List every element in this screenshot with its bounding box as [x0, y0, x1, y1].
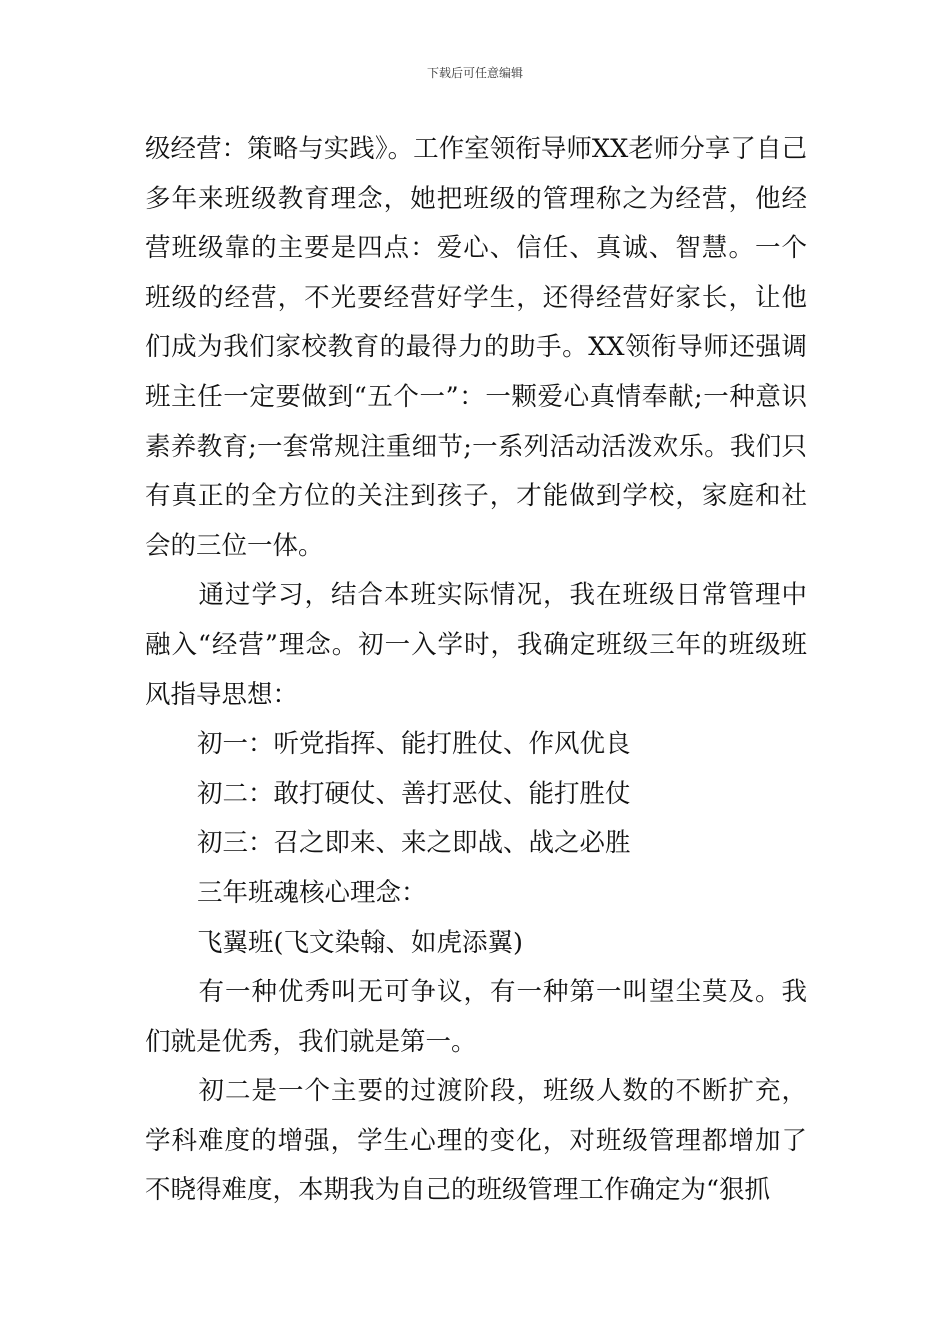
class-name-line: 飞翼班(飞文染翰、如虎添翼) [197, 927, 523, 958]
paragraph-study-summary: 通过学习，结合本班实际情况，我在班级日常管理中融入“经营”理念。初一入学时，我确定班级三年的班级班风指导思想： [145, 580, 807, 710]
guideline-grade-one: 初一：听党指挥、能打胜仗、作风优良 [197, 729, 631, 760]
document-body [145, 125, 807, 1216]
paragraph-class-management: 级经营：策略与实践》。工作室领衔导师XX老师分享了自己多年来班级教育理念，她把班级的管理称之为经营，他经营班级靠的主要是四点：爱心、信任、真诚、智慧。一个班级的经营，不光要经营好学生，还得经营好家长，让他们成为我们家校教育的最得力的助手。XX领衔导师还强调班主任一定要做到“五个一”：一颗爱心真情奉献;一种意识素养教育;一套常规注重细节;一系列活动活泼欢乐。我们只有真正的全方位的关注到孩子，才能做到学校，家庭和社会的三位一体。 [145, 134, 807, 561]
guideline-grade-three: 初三：召之即来、来之即战、战之必胜 [197, 828, 631, 859]
core-concept-heading: 三年班魂核心理念： [197, 877, 427, 908]
paragraph-motto: 有一种优秀叫无可争议，有一种第一叫望尘莫及。我们就是优秀，我们就是第一。 [145, 977, 807, 1057]
guideline-grade-two: 初二：敢打硬仗、善打恶仗、能打胜仗 [197, 778, 631, 809]
paragraph-grade-two-transition: 初二是一个主要的过渡阶段，班级人数的不断扩充，学科难度的增强，学生心理的变化，对班级管理都增加了不晓得难度，本期我为自己的班级管理工作确定为“狠抓 [145, 1076, 807, 1206]
page-header-note: 下载后可任意编辑 [426, 66, 523, 80]
